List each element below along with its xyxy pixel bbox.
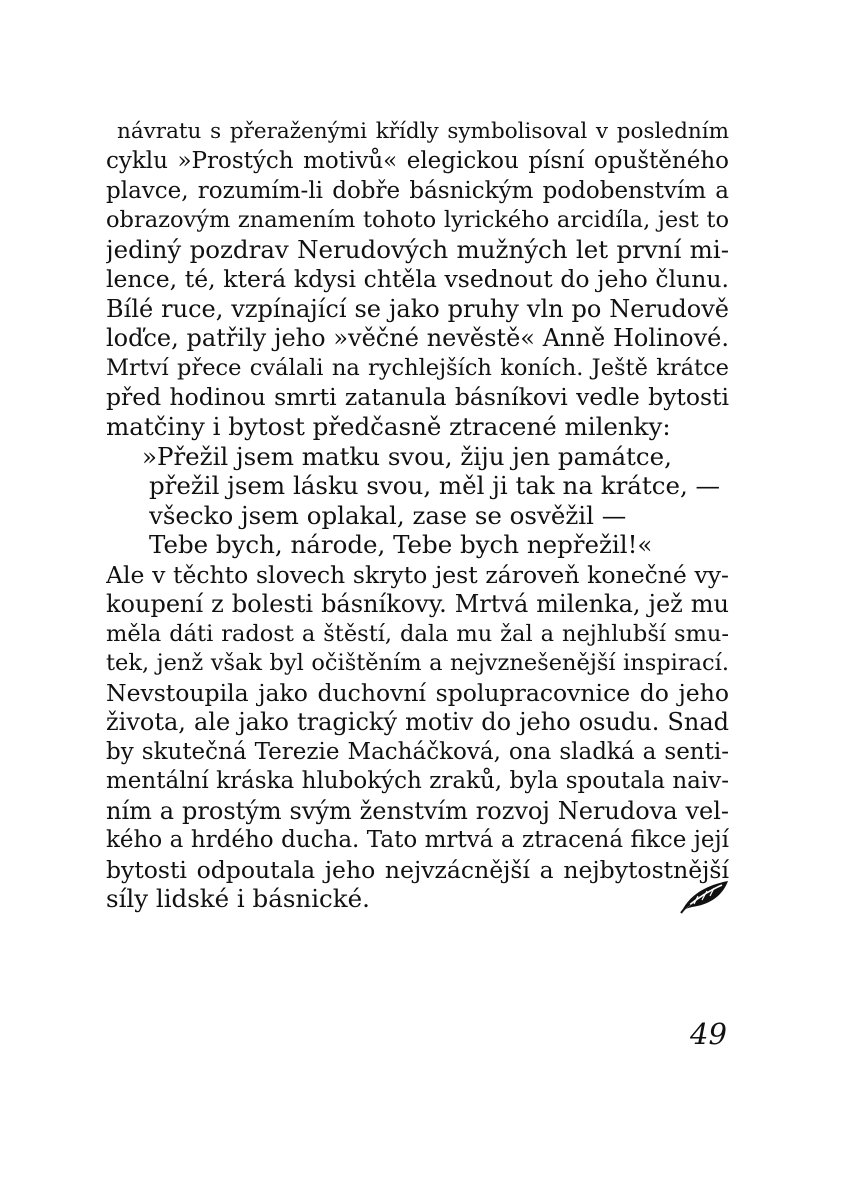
text-line: matčiny i bytost předčasně ztracené milenky: xyxy=(106,412,671,441)
text-line: obrazovým znamením tohoto lyrického arcidíla, jest to xyxy=(106,207,729,233)
verse-line: všecko jsem oplakal, zase se osvěžil — xyxy=(149,501,627,530)
page-number: 49 xyxy=(690,1017,727,1051)
text-line: před hodinou smrti zatanula básníkovi vedle bytosti xyxy=(106,383,729,411)
text-line: plavce, rozumím-li dobře básnickým podobenstvím a xyxy=(106,178,729,204)
text-line: návratu s přeraženými křídly symbolisoval v posledním xyxy=(117,119,729,144)
text-line: bytosti odpoutala jeho nejvzácnější a nejbytostnější xyxy=(106,856,729,884)
text-line: koupení z bolesti básníkovy. Mrtvá milenka, jež mu xyxy=(106,590,729,618)
text-line: Nevstoupila jako duchovní spolupracovnice do jeho xyxy=(106,679,729,707)
text-line: měla dáti radost a štěstí, dala mu žal a nejhlubší smu- xyxy=(106,621,729,647)
text-line: života, ale jako tragický motiv do jeho osudu. Snad xyxy=(106,708,729,736)
leaf-ornament-icon xyxy=(678,878,732,914)
text-line: lence, té, která kdysi chtěla vsednout do jeho člunu. xyxy=(106,265,729,293)
text-line: ním a prostým svým ženstvím rozvoj Nerudova vel- xyxy=(106,797,729,825)
text-line: Mrtví přece cválali na rychlejších koních. Ještě krátce xyxy=(106,355,729,381)
text-line: by skutečná Terezie Macháčková, ona sladká a senti- xyxy=(106,739,729,765)
verse-line: přežil jsem lásku svou, měl ji tak na krátce, — xyxy=(149,471,721,500)
text-line: jediný pozdrav Nerudových mužných let první mi- xyxy=(106,235,729,264)
text-line: síly lidské i básnické. xyxy=(106,884,370,913)
text-line: mentální kráska hlubokých zraků, byla spoutala naiv- xyxy=(106,768,729,794)
verse-line: »Přežil jsem matku svou, žiju jen památce, xyxy=(142,442,672,471)
text-line: Ale v těchto slovech skryto jest zároveň konečné vy- xyxy=(106,561,729,589)
verse-line: Tebe bych, národe, Tebe bych nepřežil!« xyxy=(149,530,653,559)
text-line: cyklu »Prostých motivů« elegickou písní opuštěného xyxy=(106,148,729,174)
text-line: tek, jenž však byl očištěním a nejvznešenější inspirací. xyxy=(106,650,729,676)
text-line: kého a hrdého ducha. Tato mrtvá a ztracená fikce její xyxy=(106,827,729,853)
text-line: loďce, patřily jeho »věčné nevěstě« Anně Holinové. xyxy=(106,324,729,352)
text-line: Bílé ruce, vzpínající se jako pruhy vln po Nerudově xyxy=(106,295,729,323)
